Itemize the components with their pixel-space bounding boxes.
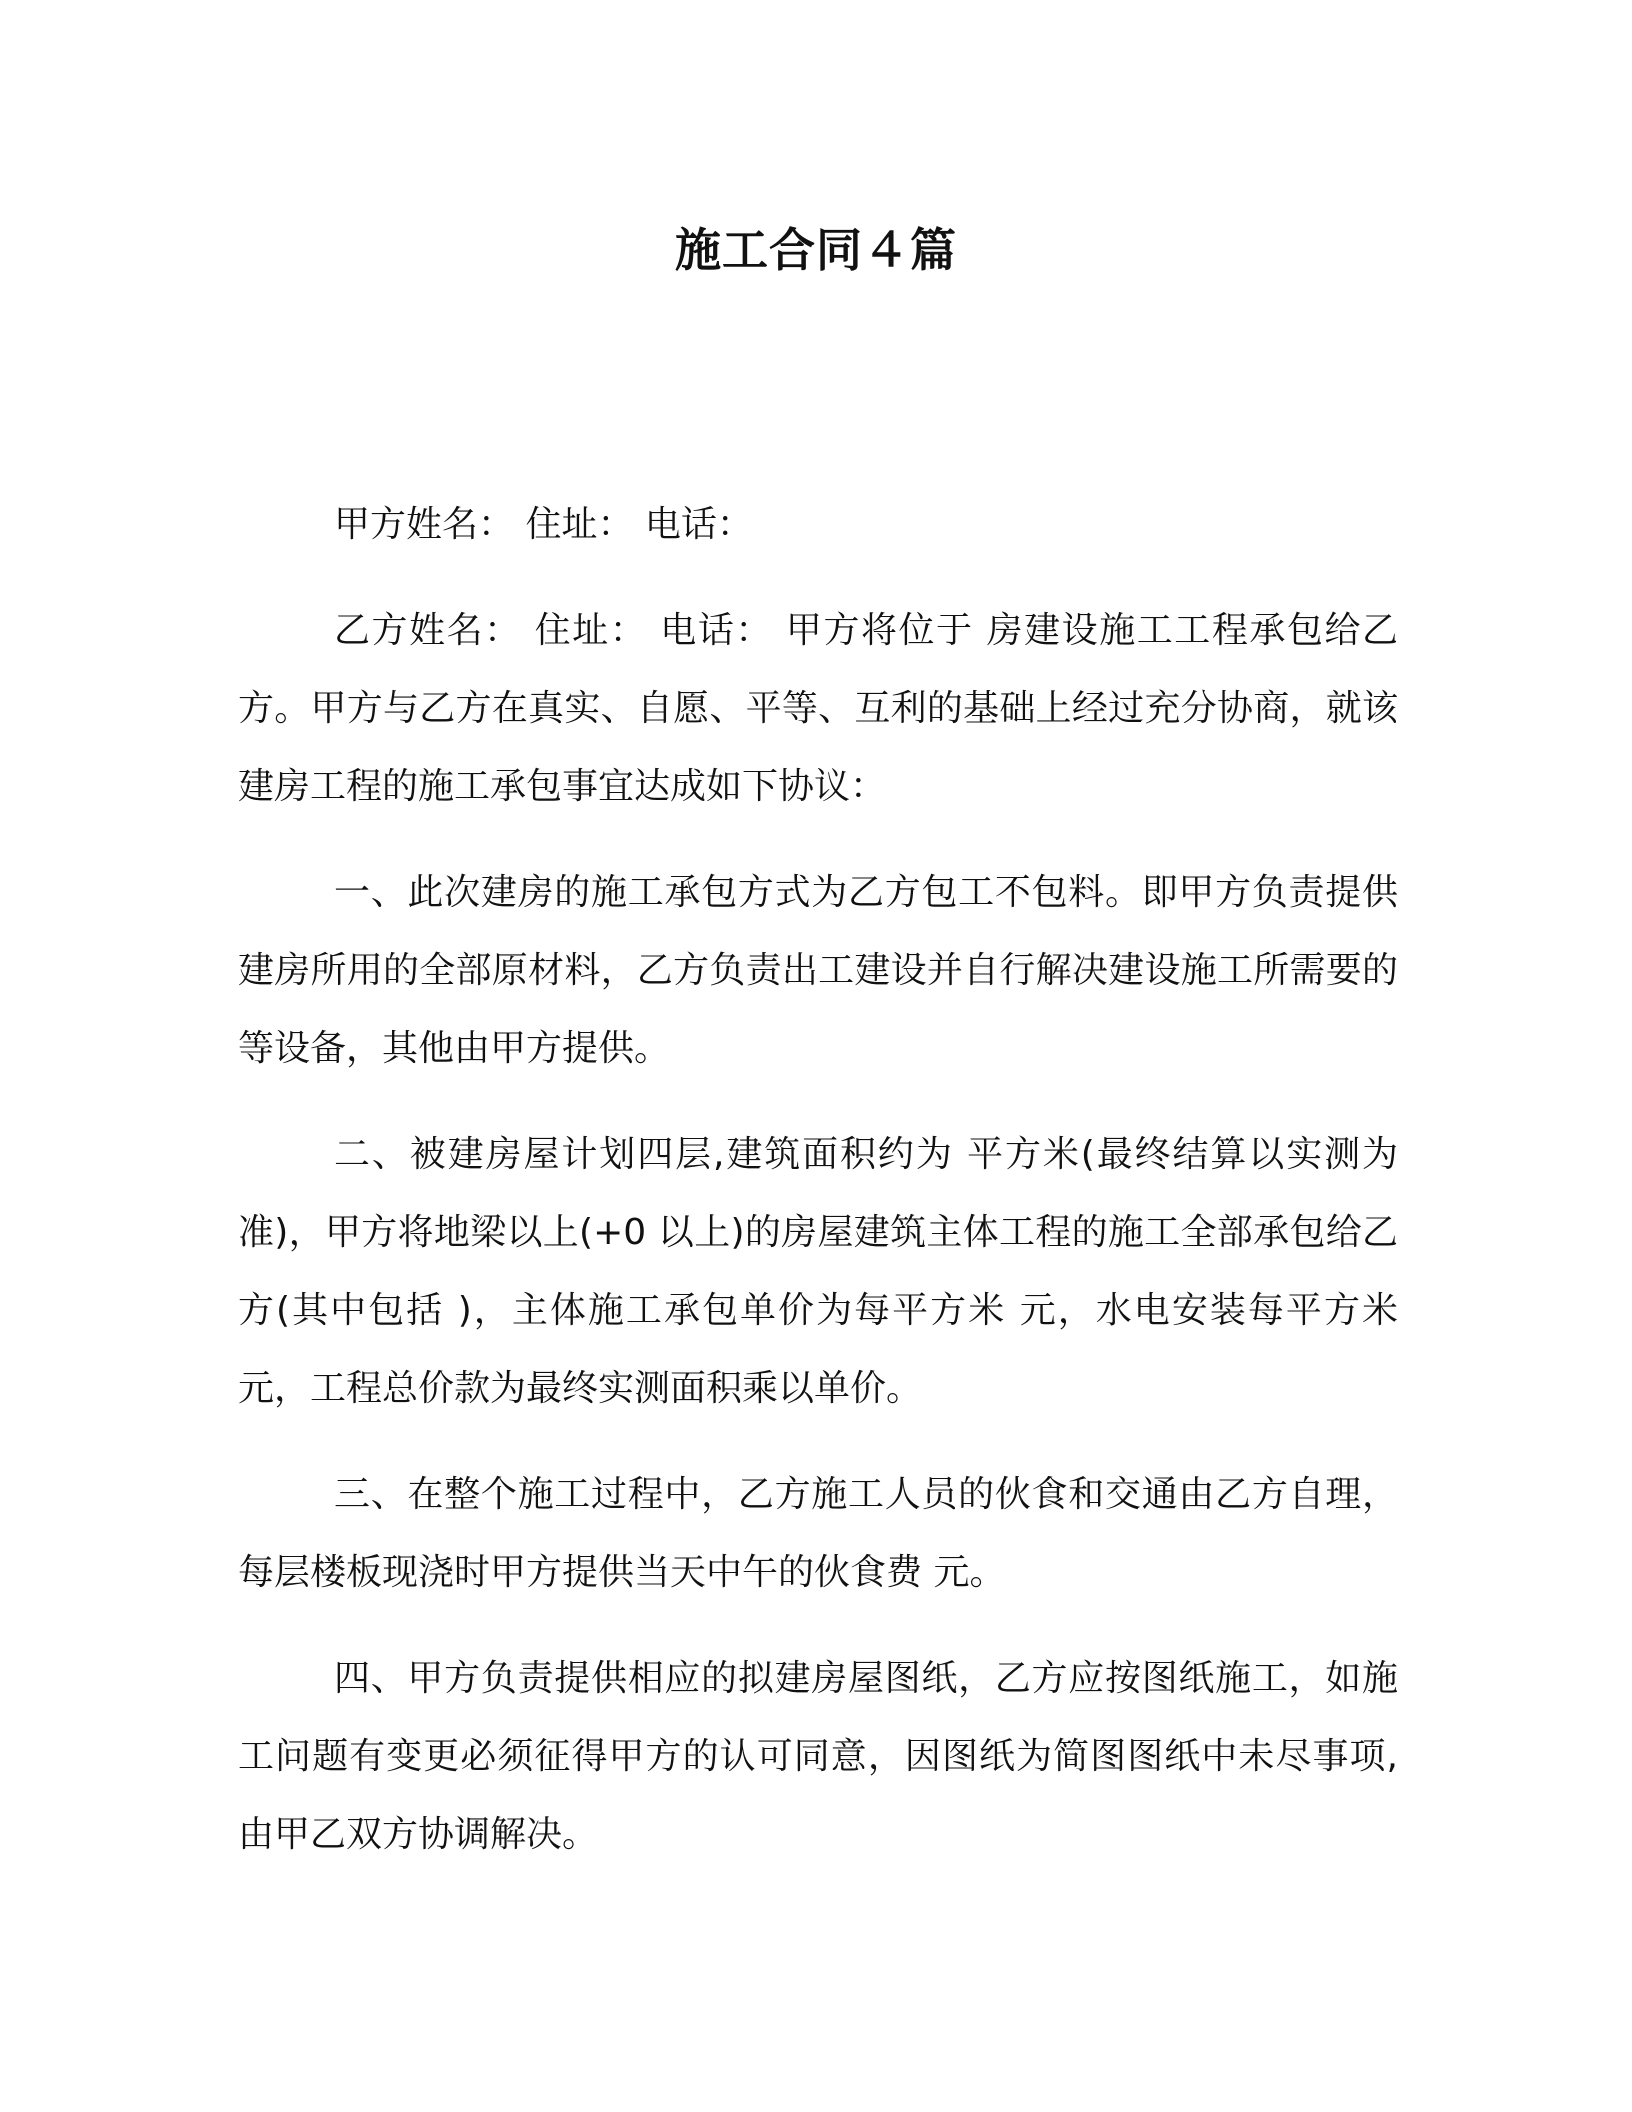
paragraph-party-a: 甲方姓名： 住址： 电话： (334, 504, 753, 545)
document-title: 施工合同４篇 (675, 223, 957, 277)
document-body (238, 486, 1398, 1902)
paragraph-clause-4: 四、甲方负责提供相应的拟建房屋图纸，乙方应按图纸施工，如施工问题有变更必须征得甲方的认可同意，因图纸为简图图纸中未尽事项,由甲乙双方协调解决。 (238, 1658, 1398, 1855)
paragraph-clause-2: 二、被建房屋计划四层,建筑面积约为 平方米(最终结算以实测为准)，甲方将地梁以上(+0 以上)的房屋建筑主体工程的施工全部承包给乙方(其中包括 )，主体施工承包单价为每平方米 元，水电安装每平方米 元，工程总价款为最终实测面积乘以单价。 (238, 1134, 1398, 1409)
paragraph-clause-1: 一、此次建房的施工承包方式为乙方包工不包料。即甲方负责提供建房所用的全部原材料，乙方负责出工建设并自行解决建设施工所需要的 等设备，其他由甲方提供。 (238, 872, 1398, 1069)
paragraph-party-b: 乙方姓名： 住址： 电话： 甲方将位于 房建设施工工程承包给乙方。甲方与乙方在真实、自愿、平等、互利的基础上经过充分协商，就该建房工程的施工承包事宜达成如下协议： (238, 610, 1398, 807)
paragraph-clause-3: 三、在整个施工过程中，乙方施工人员的伙食和交通由乙方自理，每层楼板现浇时甲方提供当天中午的伙食费 元。 (238, 1474, 1398, 1593)
